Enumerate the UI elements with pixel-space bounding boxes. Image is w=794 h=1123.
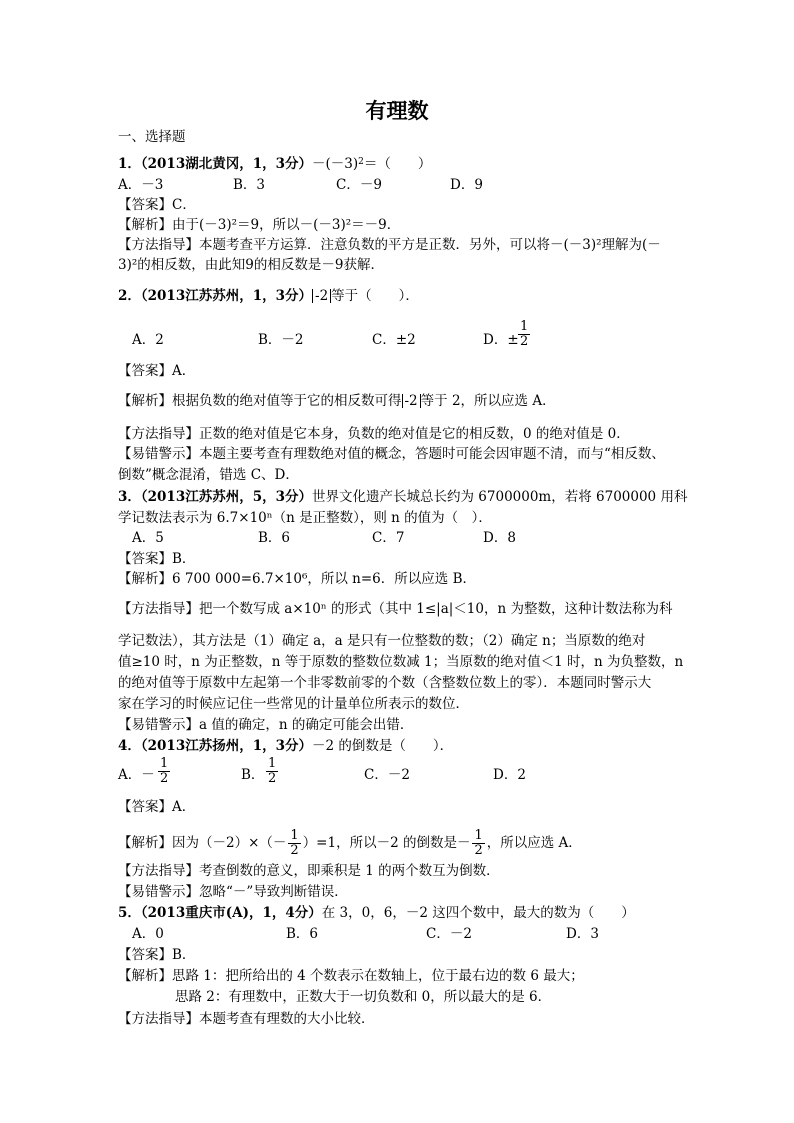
analysis: 【解析】根据负数的绝对值等于它的相反数可得 -2 等于 2，所以应选 A．	[118, 393, 556, 409]
absolute-value: -2	[402, 394, 421, 408]
option-b: B．－2	[258, 332, 304, 348]
question-4-header: 4．（2013江苏扬州，1，3分）	[118, 738, 313, 754]
question-3-header: 3．（2013江苏苏州，5，3分）	[118, 489, 313, 505]
option-c: C．－2	[426, 926, 472, 942]
error-warning: 【易错警示】本题主要考查有理数绝对值的概念，答题时可能会因审题不清，而与“相反数、	[118, 446, 665, 462]
option-d: D．3	[566, 926, 599, 942]
analysis-cont: 思路 2：有理数中，正数大于一切负数和 0，所以最大的是 6．	[175, 989, 552, 1005]
answer: 【答案】B．	[118, 947, 196, 963]
option-b: B．	[241, 767, 265, 783]
option-d: D．2	[493, 767, 526, 783]
question-2-header: 2．（2013江苏苏州，1，3分）	[118, 288, 313, 304]
method-guide: 【方法指导】本题考查有理数的大小比较．	[118, 1011, 375, 1027]
analysis: 【解析】由于(－3)²＝9，所以－(－3)²＝－9．	[118, 217, 401, 233]
question-1-stem	[118, 155, 431, 173]
option-a: A．－	[118, 767, 155, 783]
question-1-expr: －(－3)	[312, 156, 359, 172]
question-3-stem: 3．（2013江苏苏州，5，3分）世界文化遗产长城总长约为 6700000m，若将 6700000 用科	[118, 489, 688, 505]
answer: 【答案】A．	[118, 363, 196, 379]
question-2-blank: 等于（ ）．	[331, 288, 419, 304]
error-warning: 【易错警示】a 值的确定，n 的确定可能会出错．	[118, 717, 414, 733]
option-b: B．3	[233, 177, 266, 193]
fraction: $\frac{1}{2}$	[520, 319, 529, 349]
question-3-stem-cont: 学记数法表示为 6.7×10ⁿ（n 是正整数），则 n 的值为（ ）．	[118, 510, 492, 526]
method-guide-cont: 值≥10 时，n 为正整数，n 等于原数的整数位数减 1；当原数的绝对值＜1 时，n 为负整数，n	[118, 654, 684, 670]
question-2-stem	[118, 287, 419, 305]
option-b: B．6	[258, 530, 291, 546]
option-d: D．±	[483, 332, 519, 348]
option-d: D．8	[483, 530, 516, 546]
option-a: A．2	[132, 332, 164, 348]
option-d: D．9	[450, 177, 483, 193]
absolute-value: -2	[312, 289, 331, 303]
fraction: $\frac{1}{2}$	[160, 756, 169, 786]
question-5-stem: 5．（2013重庆市(A)，1，4分）在 3，0，6，－2 这四个数中，最大的数为（ ）	[118, 905, 635, 921]
analysis: 【解析】6 700 000=6.7×10⁶，所以 n=6．所以应选 B．	[118, 571, 476, 587]
fraction: $\frac{1}{2}$	[290, 828, 299, 858]
analysis: 【解析】因为（－2）×（－ $\frac{1}{2}$ ）=1，所以－2 的倒数是－ $\frac{1}{2}$ ，所以应选 A．	[118, 828, 582, 858]
option-a: A．－3	[118, 177, 164, 193]
option-c: C．7	[372, 530, 405, 546]
question-1-exponent: 2	[358, 157, 364, 167]
method-guide: 【方法指导】把一个数写成 a×10ⁿ 的形式（其中 1≤|a|＜10，n 为整数，这种计数法称为科	[118, 601, 673, 617]
method-guide: 【方法指导】正数的绝对值是它本身，负数的绝对值是它的相反数，0 的绝对值是 0．	[118, 426, 630, 442]
option-a: A．0	[132, 926, 164, 942]
method-guide: 【方法指导】本题考查平方运算．注意负数的平方是正数．另外，可以将－(－3)²理解为(－	[118, 237, 661, 253]
option-c: C．±2	[372, 332, 416, 348]
method-guide-cont: 3)²的相反数，由此知9的相反数是－9获解．	[118, 257, 384, 273]
fraction: $\frac{1}{2}$	[474, 828, 483, 858]
question-5-header: 5．（2013重庆市(A)，1，4分）	[118, 905, 322, 921]
option-b: B．6	[286, 926, 319, 942]
answer: 【答案】B．	[118, 551, 196, 567]
question-1-blank: ＝（ ）	[363, 156, 432, 172]
method-guide: 【方法指导】考查倒数的意义，即乘积是 1 的两个数互为倒数．	[118, 863, 500, 879]
option-c: C．－9	[336, 177, 382, 193]
option-c: C．－2	[364, 767, 410, 783]
answer: 【答案】A．	[118, 799, 196, 815]
question-1-header: 1．（2013湖北黄冈，1，3分）	[118, 156, 313, 172]
page-title: 有理数	[365, 99, 429, 123]
error-warning: 【易错警示】忽略“－”导致判断错误．	[118, 884, 348, 900]
error-warning-cont: 倒数”概念混淆，错选 C、D．	[118, 467, 299, 483]
question-4-stem: 4．（2013江苏扬州，1，3分）－2 的倒数是（ ）．	[118, 738, 454, 754]
method-guide-cont: 学记数法），其方法是（1）确定 a，a 是只有一位整数的数；（2）确定 n；当原数的绝对	[118, 633, 646, 649]
section-heading: 一、选择题	[118, 129, 186, 145]
answer: 【答案】C．	[118, 197, 196, 213]
analysis: 【解析】思路 1：把所给出的 4 个数表示在数轴上，位于最右边的数 6 最大；	[118, 968, 584, 984]
option-a: A．5	[132, 530, 164, 546]
method-guide-cont: 家在学习的时候应记住一些常见的计量单位所表示的数位．	[118, 696, 469, 712]
method-guide-cont: 的绝对值等于原数中左起第一个非零数前零的个数（含整数位数上的零）．本题同时警示大	[118, 675, 652, 691]
fraction: $\frac{1}{2}$	[268, 756, 277, 786]
